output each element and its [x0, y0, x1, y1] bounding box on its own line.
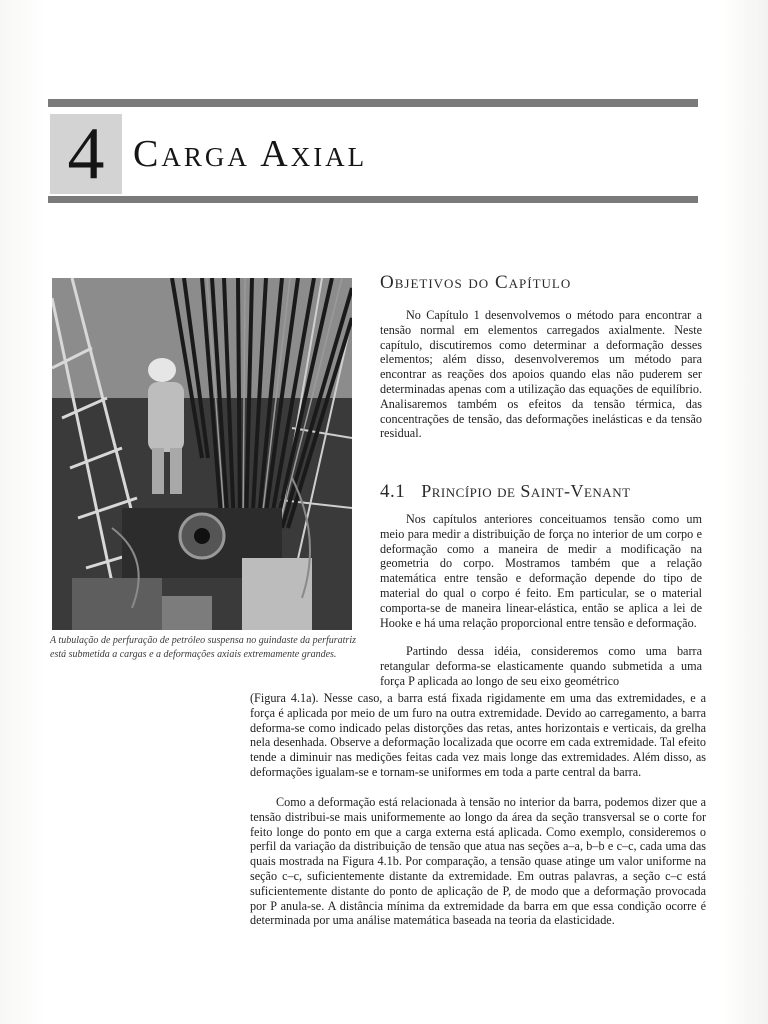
objectives-heading: Objetivos do Capítulo: [380, 272, 572, 293]
chapter-title: Carga Axial: [133, 133, 368, 175]
header-rule-top: [48, 99, 698, 107]
body-paragraph-2-start: Partindo dessa idéia, consideremos como uma barra retangular deforma-se elasticamente quando submetida a uma força P aplicada ao longo de seu eixo geométrico: [380, 644, 702, 688]
figure-caption: A tubulação de perfuração de petróleo suspensa no guindaste da perfuratriz está submetida a cargas e a deformações axiais extremamente grandes.: [50, 635, 356, 660]
section-number: 4.1: [380, 481, 406, 502]
body-paragraph-3: Como a deformação está relacionada à tensão no interior da barra, podemos dizer que a tensão distribui-se mais uniformemente ao longo da área da seção transversal se o corte for feito longe do ponto em que a carga externa está aplicada. Como exemplo, consideremos o perfil da variação da distribuição de tensão que atua nas seções a–a, b–b e c–c, cada uma das quais mostrada na Figura 4.1b. Por comparação, a tensão quase atinge um valor uniforme na seção c–c, suficientemente distante da extremidade. Em outras palavras, a seção c–c está suficientemente distante do ponto de aplicação de P, de modo que a deformação provocada por P anula-se. A distância mínima da extremidade da barra em que essa condição ocorre é determinada por uma análise matemática baseada na teoria da elasticidade.: [250, 795, 706, 928]
header-rule-bottom: [48, 196, 698, 203]
oil-drilling-photo: [52, 278, 352, 630]
section-title: Princípio de Saint-Venant: [421, 481, 631, 501]
body-paragraph-2-continued: (Figura 4.1a). Nesse caso, a barra está fixada rigidamente em uma das extremidades, e a força é aplicada por meio de um furo na outra extremidade. Devido ao carregamento, a barra deforma-se como indicado pelas distorções das retas, antes horizontais e verticais, da grelha nela desenhada. Observe a deformação localizada que ocorre em cada extremidade. Tal efeito tende a diminuir nas medições feitas cada vez mais longe das extremidades. Além disso, as deformações igualam-se e tornam-se uniformes em toda a parte central da barra.: [250, 691, 706, 779]
objectives-paragraph: No Capítulo 1 desenvolvemos o método para encontrar a tensão normal em elementos carregados axialmente. Neste capítulo, discutiremos como determinar a deformação desses elementos; além disso, desenvolveremos um método para encontrar as reações dos apoios quando elas não puderem ser determinadas apenas com a utilização das equações de equilíbrio. Analisaremos também os efeitos da tensão térmica, das concentrações de tensão, das deformações inelásticas e da tensão residual.: [380, 308, 702, 441]
body-paragraph-1: Nos capítulos anteriores conceituamos tensão como um meio para medir a distribuição de força no interior de um corpo e deformação como a maneira de medir a modificação na geometria do corpo. Mostramos também que a relação matemática entre tensão e deformação depende do tipo de material do qual o corpo é feito. Em particular, se o material comporta-se de maneira linear-elástica, então se aplica a lei de Hooke e há uma relação proporcional entre tensão e deformação.: [380, 512, 702, 630]
section-heading: [380, 478, 631, 505]
chapter-number: 4: [67, 113, 105, 195]
